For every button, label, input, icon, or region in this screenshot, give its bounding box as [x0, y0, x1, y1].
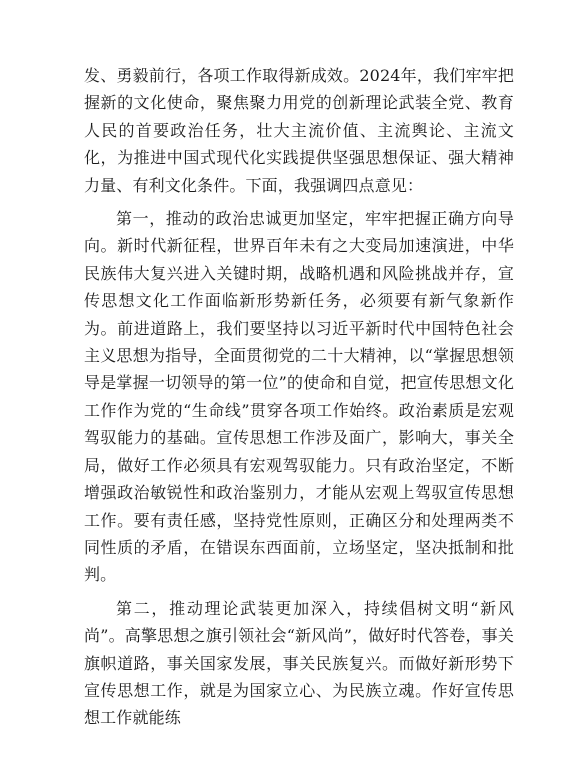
paragraph-intro: 发、勇毅前行，各项工作取得新成效。2024年，我们牢牢把握新的文化使命，聚焦聚力用党的创新理论武装全党、教育人民的首要政治任务，壮大主流价值、主流舆论、主流文化，为推进中国式现代化实践提供坚强思想保证、强大精神力量、有利文化条件。下面，我强调四点意见： — [84, 66, 514, 195]
document-body — [84, 62, 514, 738]
paragraph-point-1: 第一，推动的政治忠诚更加坚定，牢牢把握正确方向导向。新时代新征程，世界百年未有之大变局加速演进，中华民族伟大复兴进入关键时期，战略机遇和风险挑战并存，宣传思想文化工作面临新形势新任务，必须要有新气象新作为。前进道路上，我们要坚持以习近平新时代中国特色社会主义思想为指导，全面贯彻党的二十大精神，以“掌握思想领导是掌握一切领导的第一位”的使命和自觉，把宣传思想文化工作作为党的“生命线”贯穿各项工作始终。政治素质是宏观驾驭能力的基础。宣传思想工作涉及面广，影响大，事关全局，做好工作必须具有宏观驾驭能力。只有政治坚定，不断增强政治敏锐性和政治鉴别力，才能从宏观上驾驭宣传思想工作。要有责任感，坚持党性原则，正确区分和处理两类不同性质的矛盾，在错误东西面前，立场坚定，坚决抵制和批判。 — [84, 209, 514, 585]
paragraph-point-2: 第二，推动理论武装更加深入，持续倡树文明“新风尚”。高擎思想之旗引领社会“新风尚”，做好时代答卷，事关旗帜道路，事关国家发展，事关民族复兴。而做好新形势下宣传思想工作，就是为国家立心、为民族立魂。作好宣传思想工作就能练 — [84, 598, 514, 728]
